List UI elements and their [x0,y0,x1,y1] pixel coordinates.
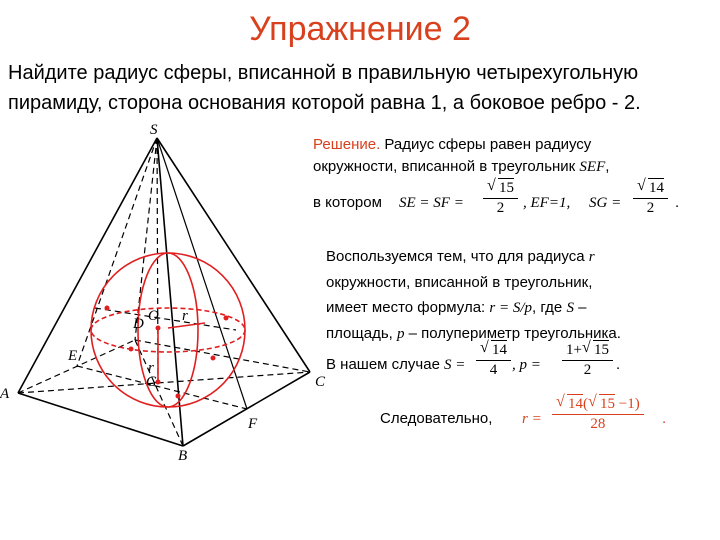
se-sf-eq: SE = SF = [399,195,464,211]
slide-title: Упражнение 2 [249,10,471,48]
p2-line3-b: , где [532,299,563,316]
case-p-eq: , p = [512,357,541,373]
comma: , [605,158,610,175]
solution-paragraph-2 [326,244,716,347]
sphere-equator [91,308,245,352]
tangent-point-4 [211,356,216,361]
pyramid-figure [0,120,340,460]
tangent-point-5 [176,394,181,399]
solution-p1-rest: Радиус сферы равен радиусу [380,136,592,153]
r-sqrt-14: √ 14 [567,394,583,414]
tangent-point-1 [105,306,110,311]
r-den-28: 28 [590,416,606,432]
label-D: D [133,316,144,332]
edge-SA [18,138,157,393]
frac-r-result [552,394,644,434]
r-paren: ( [583,396,588,412]
ef-eq: , EF=1, [523,195,571,211]
label-F: F [248,416,258,432]
case-S-eq: S = [444,357,466,373]
solution-paragraph-1 [313,134,713,178]
case-formulas [326,340,716,388]
den-4: 4 [489,362,498,378]
solution-lengths [313,178,713,228]
den-2b: 2 [646,200,655,216]
frac-sqrt14-over-4 [476,340,511,380]
label-G: G [146,374,157,390]
label-C: C [315,374,326,390]
r-eq: r = [522,411,542,427]
sqrt-15: √ 15 [498,178,514,198]
solution-label: Решение. [313,136,381,153]
edge-SF [157,138,247,409]
case-text: В нашем случае [326,356,440,373]
edge-AB [18,393,183,446]
label-O: O [148,308,159,324]
r-num-end: −1) [615,396,640,412]
frac-sqrt15-over-2 [483,178,518,218]
frac-sqrt14-over-2 [633,178,668,218]
r-sqrt-15: √ 15 [599,394,615,414]
sqrt-15b: √ 15 [593,340,609,360]
sg-eq: SG = [589,195,622,211]
label-A: A [0,386,10,402]
formula-r-S-p: r = S/p [489,300,533,316]
p1-line3-start: в котором [313,194,382,211]
result-formula [380,394,710,442]
tangent-point-2 [224,316,229,321]
p2-r: r [588,249,595,265]
label-r-lower: r [148,360,154,376]
dot-1: . [675,194,680,211]
solution-p1-line2: окружности, вписанной в треугольник [313,158,576,175]
p2-S: S [566,300,574,316]
p2-line4-rest: – полупериметр треугольника. [404,325,621,342]
label-E: E [68,348,78,364]
problem-statement [8,58,716,118]
edge-SB [157,138,183,446]
sqrt-14: √ 14 [648,178,664,198]
p-num-pre: 1+ [566,342,582,358]
label-r-upper: r [182,308,188,324]
label-S: S [150,122,158,138]
sqrt-14b: √ 14 [491,340,507,360]
p2-dash: – [573,299,587,316]
dot-2: . [616,356,621,373]
edge-SC [157,138,310,372]
p2-line4: площадь, [326,325,397,342]
p2-p: p [396,326,405,342]
p2-line2: окружности, вписанной в треугольник, [326,274,593,291]
point-O [156,326,161,331]
problem-line-2: пирамиду, сторона основания которой равна 1, а боковое ребро - 2. [8,92,641,114]
p2-line3-a: имеет место формула: [326,299,486,316]
triangle-SEF: SEF [579,159,606,175]
problem-line-1: Найдите радиус сферы, вписанной в правильную четырехугольную [8,62,639,84]
label-B: B [178,448,188,460]
den-2a: 2 [496,200,505,216]
diagonal-AC [18,372,310,393]
dot-3: . [662,410,667,427]
tangent-point-3 [129,347,134,352]
p2-line1: Воспользуемся тем, что для радиуса [326,248,585,265]
den-2c: 2 [583,362,592,378]
frac-1-plus-sqrt15-over-2 [562,340,613,380]
therefore-text: Следовательно, [380,410,493,427]
